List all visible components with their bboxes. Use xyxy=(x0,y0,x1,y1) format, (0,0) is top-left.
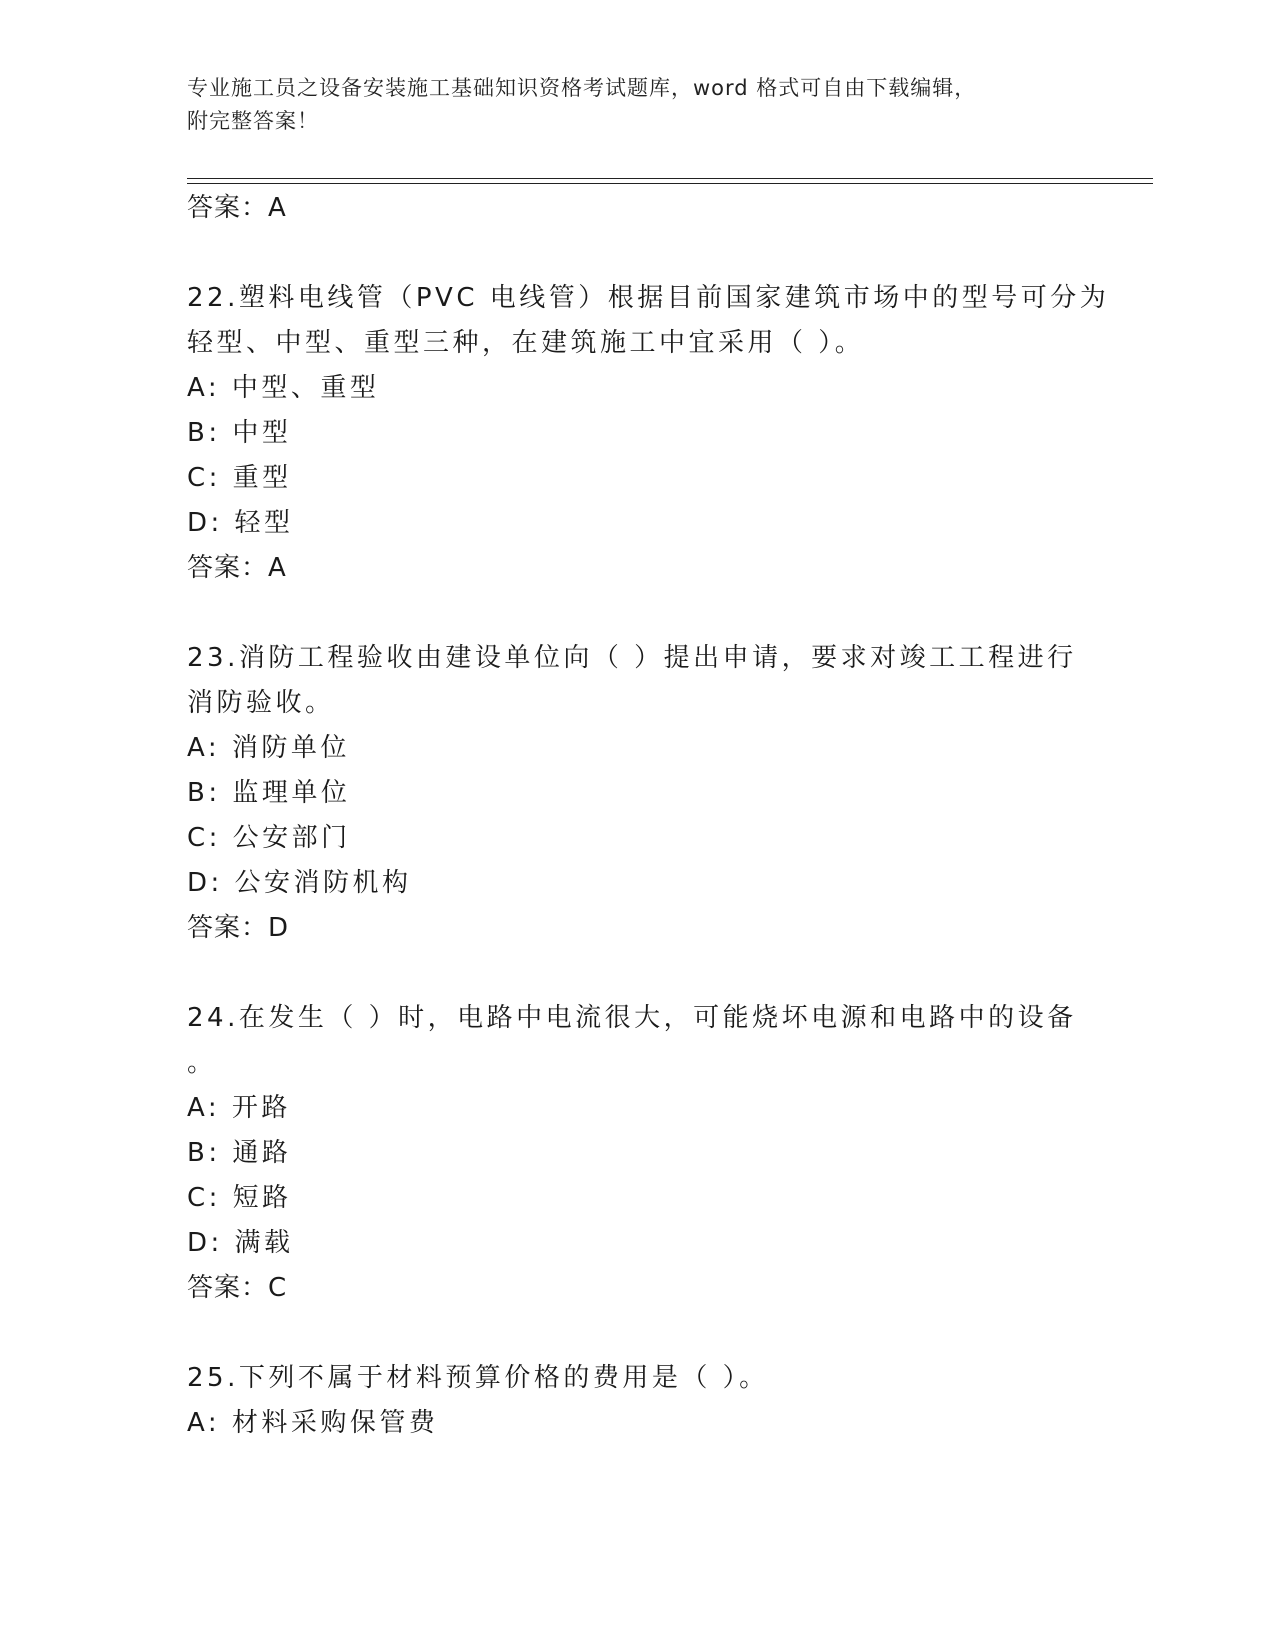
question-23-stem-line1: 23.消防工程验收由建设单位向（ ）提出申请，要求对竣工工程进行 xyxy=(187,643,1077,673)
question-22-stem-line2: 轻型、中型、重型三种，在建筑施工中宜采用（ ）。 xyxy=(187,328,865,358)
question-23-option-c: C: 公安部门 xyxy=(187,823,351,853)
answer-value: A xyxy=(268,553,287,583)
question-22-stem-line1: 22.塑料电线管（PVC 电线管）根据目前国家建筑市场中的型号可分为 xyxy=(187,283,1110,313)
question-23-option-a: A: 消防单位 xyxy=(187,733,350,763)
question-24-option-b: B: 通路 xyxy=(187,1138,292,1168)
header-text-line1: 专业施工员之设备安装施工基础知识资格考试题库，word 格式可自由下载编辑， xyxy=(187,76,977,100)
answer-prev xyxy=(187,191,287,225)
answer-label: 答案： xyxy=(187,553,269,583)
answer-value: D xyxy=(268,913,290,943)
question-24-option-c: C: 短路 xyxy=(187,1183,292,1213)
header-text-line2: 附完整答案！ xyxy=(187,109,319,133)
page-header xyxy=(187,72,1067,138)
question-23-option-d: D: 公安消防机构 xyxy=(187,868,412,898)
question-22-answer xyxy=(187,551,287,585)
question-25-option-a: A: 材料采购保管费 xyxy=(187,1408,439,1438)
answer-value: A xyxy=(268,193,287,223)
question-25-stem-line1: 25.下列不属于材料预算价格的费用是（ ）。 xyxy=(187,1363,769,1393)
question-24-option-d: D: 满载 xyxy=(187,1228,294,1258)
question-24-stem-line1: 24.在发生（ ）时，电路中电流很大，可能烧坏电源和电路中的设备 xyxy=(187,1003,1077,1033)
answer-value: C xyxy=(268,1273,288,1303)
header-double-rule xyxy=(187,178,1153,184)
question-24-answer xyxy=(187,1271,287,1305)
question-22-option-a: A: 中型、重型 xyxy=(187,373,380,403)
question-24-option-a: A: 开路 xyxy=(187,1093,291,1123)
question-24-stem-line2: 。 xyxy=(187,1048,217,1078)
answer-label: 答案： xyxy=(187,193,269,223)
question-22-option-d: D: 轻型 xyxy=(187,508,294,538)
question-23-stem-line2: 消防验收。 xyxy=(187,688,335,718)
answer-label: 答案： xyxy=(187,913,269,943)
question-23-answer xyxy=(187,911,289,945)
answer-label: 答案： xyxy=(187,1273,269,1303)
question-23-option-b: B: 监理单位 xyxy=(187,778,351,808)
question-22-option-b: B: 中型 xyxy=(187,418,292,448)
question-22-option-c: C: 重型 xyxy=(187,463,292,493)
